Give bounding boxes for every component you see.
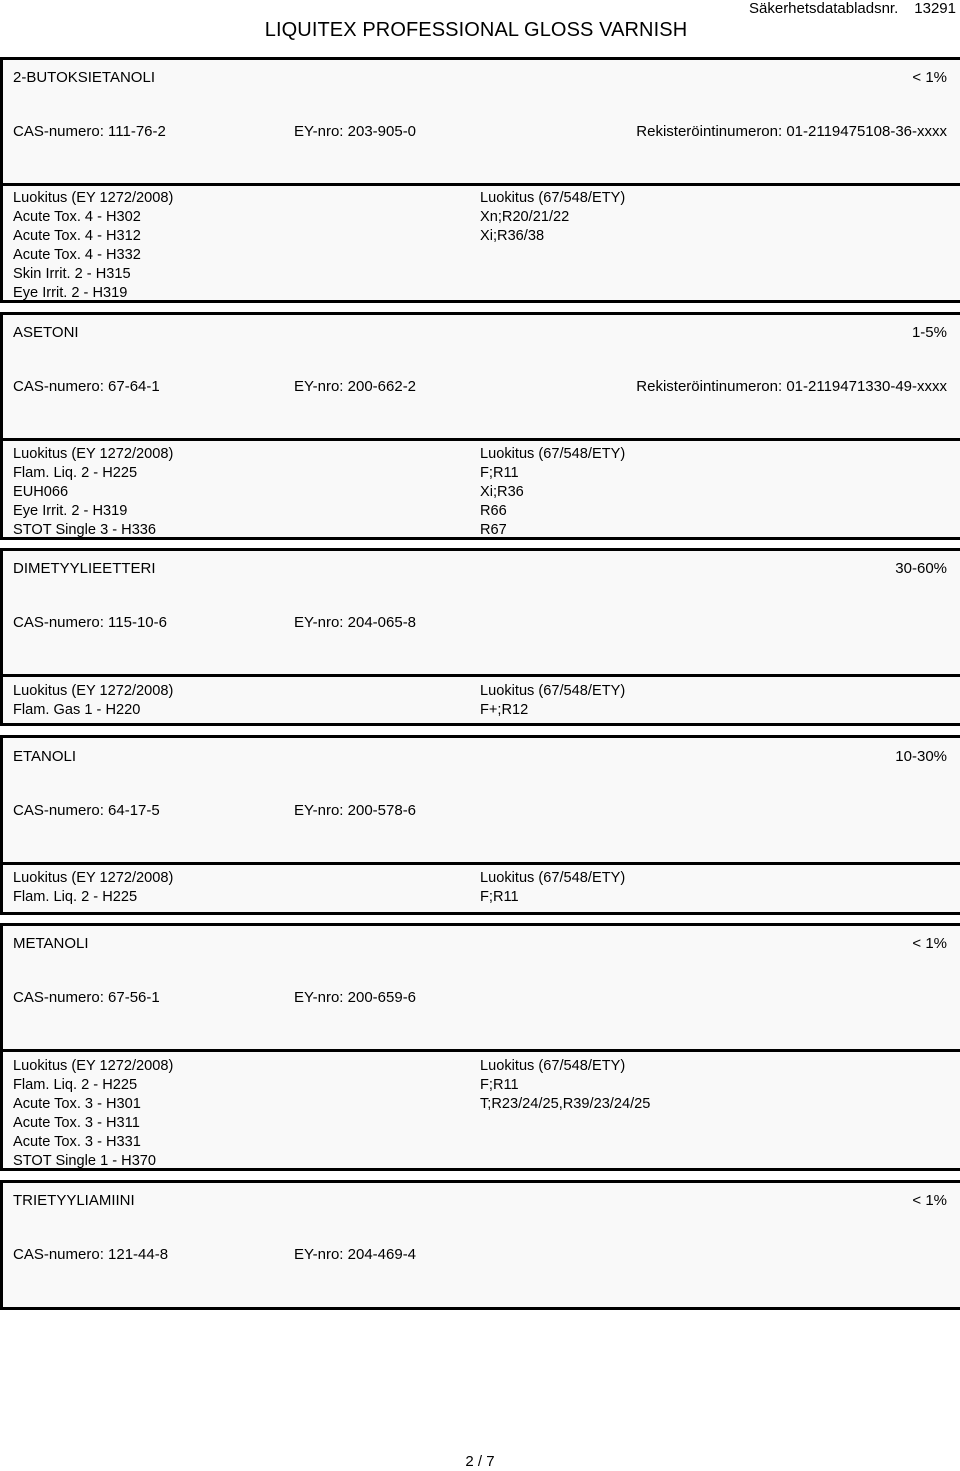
clp-entry: Acute Tox. 3 - H311 (13, 1115, 140, 1132)
clp-classification (13, 682, 173, 720)
dsd-entry: Xn;R20/21/22 (480, 209, 570, 226)
clp-entry: Flam. Liq. 2 - H225 (13, 1077, 138, 1094)
substance-block (0, 923, 960, 1171)
substance-block (0, 548, 960, 726)
cas-number: CAS-numero: 115-10-6 (13, 614, 167, 631)
substance-block (0, 1180, 960, 1310)
clp-entry: Acute Tox. 4 - H332 (13, 247, 141, 264)
sds-number-value: 13291 (914, 0, 956, 17)
clp-heading: Luokitus (EY 1272/2008) (13, 870, 174, 886)
dsd-classification (480, 1057, 650, 1114)
dsd-entry: Xi;R36/38 (480, 228, 545, 245)
substance-concentration: < 1% (912, 935, 947, 952)
clp-entry: Acute Tox. 3 - H331 (13, 1134, 141, 1151)
clp-entry: Eye Irrit. 2 - H319 (13, 285, 128, 302)
document-title: LIQUITEX PROFESSIONAL GLOSS VARNISH (264, 19, 688, 41)
clp-entry: Eye Irrit. 2 - H319 (13, 503, 128, 520)
substance-name: ETANOLI (13, 748, 77, 765)
dsd-entry: F;R11 (480, 1077, 519, 1094)
dsd-entry: R66 (480, 503, 507, 520)
clp-entry: Acute Tox. 4 - H312 (13, 228, 141, 245)
dsd-classification (480, 189, 625, 246)
clp-classification (13, 189, 173, 304)
cas-number: CAS-numero: 67-56-1 (13, 989, 160, 1006)
dsd-heading: Luokitus (67/548/ETY) (480, 683, 626, 699)
section-divider (3, 1307, 960, 1310)
substance-name: METANOLI (13, 935, 89, 952)
clp-entry: EUH066 (13, 484, 69, 501)
substance-name: 2-BUTOKSIETANOLI (13, 69, 155, 86)
ec-number: EY-nro: 200-659-6 (294, 989, 417, 1006)
clp-heading: Luokitus (EY 1272/2008) (13, 683, 174, 699)
clp-entry: Flam. Gas 1 - H220 (13, 702, 141, 719)
ec-number: EY-nro: 204-065-8 (294, 614, 417, 631)
dsd-classification (480, 869, 625, 907)
cas-number: CAS-numero: 111-76-2 (13, 123, 166, 140)
section-divider (3, 183, 960, 186)
substance-concentration: 10-30% (895, 748, 947, 765)
clp-classification (13, 445, 173, 540)
clp-entry: STOT Single 3 - H336 (13, 522, 157, 539)
cas-number: CAS-numero: 121-44-8 (13, 1246, 169, 1263)
clp-heading: Luokitus (EY 1272/2008) (13, 1058, 174, 1074)
dsd-heading: Luokitus (67/548/ETY) (480, 870, 626, 886)
substance-name: DIMETYYLIEETTERI (13, 560, 156, 577)
clp-entry: Flam. Liq. 2 - H225 (13, 889, 138, 906)
ec-number: EY-nro: 200-578-6 (294, 802, 417, 819)
clp-entry: Acute Tox. 4 - H302 (13, 209, 141, 226)
section-divider (3, 438, 960, 441)
substance-concentration: 1-5% (911, 324, 947, 341)
section-divider (3, 674, 960, 677)
substance-concentration: < 1% (912, 1192, 947, 1209)
section-divider (3, 1049, 960, 1052)
ec-number: EY-nro: 200-662-2 (294, 378, 417, 395)
substance-concentration: < 1% (912, 69, 947, 86)
page-number: 2 / 7 (465, 1453, 495, 1470)
registration-number: Rekisteröintinumeron: 01-2119471330-49-xxxx (636, 378, 947, 395)
cas-number: CAS-numero: 67-64-1 (13, 378, 160, 395)
substance-block (0, 57, 960, 303)
cas-number: CAS-numero: 64-17-5 (13, 802, 160, 819)
section-divider (3, 862, 960, 865)
substance-name: ASETONI (13, 324, 79, 341)
clp-heading: Luokitus (EY 1272/2008) (13, 190, 174, 206)
dsd-entry: T;R23/24/25,R39/23/24/25 (480, 1096, 651, 1113)
sds-number (749, 0, 956, 17)
ec-number: EY-nro: 203-905-0 (294, 123, 417, 140)
dsd-entry: Xi;R36 (480, 484, 524, 501)
sds-number-label: Säkerhetsdatabladsnr. (749, 0, 899, 17)
dsd-heading: Luokitus (67/548/ETY) (480, 1058, 626, 1074)
clp-heading: Luokitus (EY 1272/2008) (13, 446, 174, 462)
registration-number: Rekisteröintinumeron: 01-2119475108-36-xxxx (636, 123, 947, 140)
clp-classification (13, 1057, 173, 1172)
substance-block (0, 312, 960, 540)
dsd-classification (480, 445, 625, 540)
dsd-entry: F;R11 (480, 465, 519, 482)
dsd-entry: F;R11 (480, 889, 519, 906)
clp-entry: STOT Single 1 - H370 (13, 1153, 157, 1170)
substance-concentration: 30-60% (895, 560, 947, 577)
dsd-entry: F+;R12 (480, 702, 529, 719)
clp-entry: Flam. Liq. 2 - H225 (13, 465, 138, 482)
ec-number: EY-nro: 204-469-4 (294, 1246, 417, 1263)
dsd-entry: R67 (480, 522, 507, 539)
substance-block (0, 735, 960, 915)
clp-entry: Skin Irrit. 2 - H315 (13, 266, 131, 283)
clp-entry: Acute Tox. 3 - H301 (13, 1096, 141, 1113)
substance-name: TRIETYYLIAMIINI (13, 1192, 135, 1209)
dsd-heading: Luokitus (67/548/ETY) (480, 446, 626, 462)
dsd-classification (480, 682, 625, 720)
dsd-heading: Luokitus (67/548/ETY) (480, 190, 626, 206)
clp-classification (13, 869, 173, 907)
